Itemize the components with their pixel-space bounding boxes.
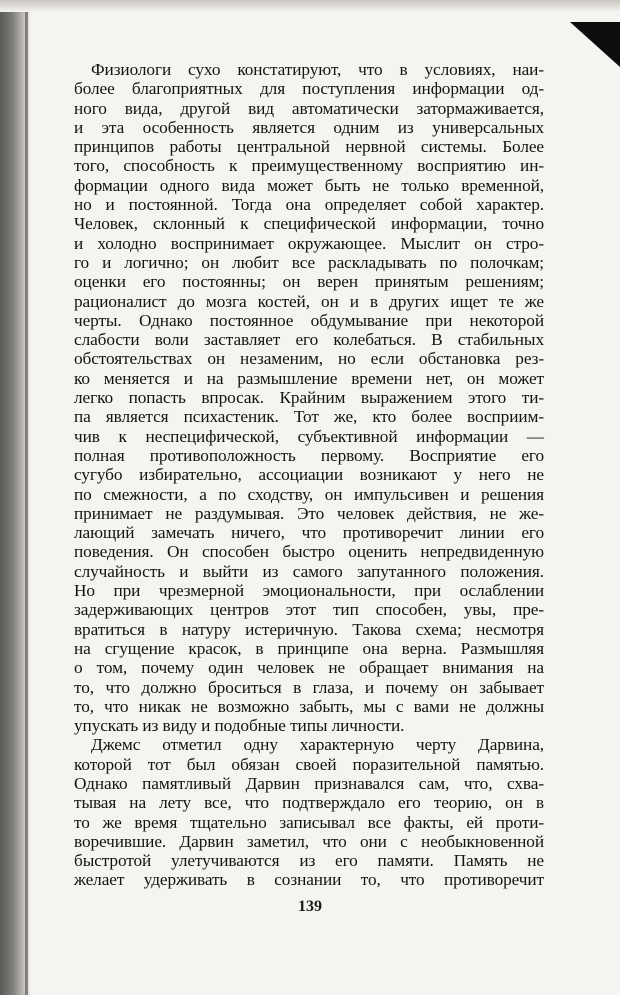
text-line: но и постоянной. Тогда она определяет собой характер. [74,195,544,215]
text-line: и эта особенность является одним из универсальных [74,117,544,137]
text-line: обстоятельствах он незаменим, но если обстановка рез- [74,349,544,369]
body-text [74,60,544,890]
text-line: на сгущение красок, в принципе она верна. Размышляя [74,638,544,658]
text-line: го и логично; он любит все раскладывать по полочкам; [74,252,544,272]
text-line: тывая на лету все, что подтверждало его теорию, он в [74,793,544,813]
text-line: ко меняется и на размышление времени нет, он может [74,368,544,388]
text-line: желает удерживать в сознании то, что противоречит [74,870,544,890]
text-line: лающий замечать ничего, что противоречит линии его [74,523,544,543]
text-line: поведения. Он способен быстро оценить непредвиденную [74,542,544,562]
text-line: быстротой улетучиваются из его памяти. Память не [74,851,544,871]
text-line: Однако памятливый Дарвин признавался сам, что, схва- [74,773,544,793]
text-line: ного вида, другой вид автоматически затормаживается, [74,98,544,118]
text-line: то, что должно броситься в глаза, и почему он забывает [74,677,544,697]
text-line: то же время тщательно записывал все факты, ей проти- [74,812,544,832]
text-line: более благоприятных для поступления информации од- [74,79,544,99]
text-line: по смежности, а по сходству, он импульсивен и решения [74,484,544,504]
text-line: Джемс отметил одну характерную черту Дарвина, [91,735,544,755]
text-line: Но при чрезмерной эмоциональности, при ослаблении [74,581,544,601]
text-line: которой тот был обязан своей поразительной памятью. [74,754,544,774]
text-line: легко попасть впросак. Крайним выражением этого ти- [74,388,544,408]
text-line: воречившие. Дарвин заметил, что они с необыкновенной [74,831,544,851]
binding-edge [0,0,30,995]
top-edge-shadow [0,0,620,12]
text-line: того, способность к преимущественному восприятию ин- [74,156,544,176]
text-line: Физиологи сухо констатируют, что в условиях, наи- [91,60,544,79]
text-line: задерживающих центров этот тип способен, увы, пре- [74,600,544,620]
text-line: чив к неспецифической, субъективной информации — [74,426,544,446]
text-line: сугубо избирательно, ассоциации возникают у него не [74,465,544,485]
text-line: формации одного вида может быть не только временной, [74,175,544,195]
text-line: принципов работы центральной нервной системы. Более [74,137,544,157]
text-line: па является психастеник. Тот же, кто более восприим- [74,407,544,427]
text-line: слабости воли заставляет его колебаться. В стабильных [74,330,544,350]
text-line: вратиться в натуру истеричную. Такова схема; несмотря [74,619,544,639]
text-line: случайность и выйти из самого запутанного положения. [74,561,544,581]
text-line: о том, почему один человек не обращает внимания на [74,658,544,678]
text-line: полная противоположность первому. Восприятие его [74,445,544,465]
text-line: упускать из виду и подобные типы личности. [74,716,405,736]
text-line: принимает не раздумывая. Это человек действия, не же- [74,503,544,523]
text-line: оценки его постоянны; он верен принятым решениям; [74,272,544,292]
text-line: черты. Однако постоянное обдумывание при некоторой [74,310,544,330]
text-line: и холодно воспринимает окружающее. Мыслит он стро- [74,233,544,253]
folded-corner-icon [570,22,620,67]
paragraph-2 [74,735,544,889]
text-line: то, что никак не возможно забыть, мы с вами не должны [74,696,544,716]
paragraph-1 [74,60,544,735]
text-line: Человек, склонный к специфической информации, точно [74,214,544,234]
page-number: 139 [298,898,322,915]
text-line: рационалист до мозга костей, он и в других ищет те же [74,291,544,311]
